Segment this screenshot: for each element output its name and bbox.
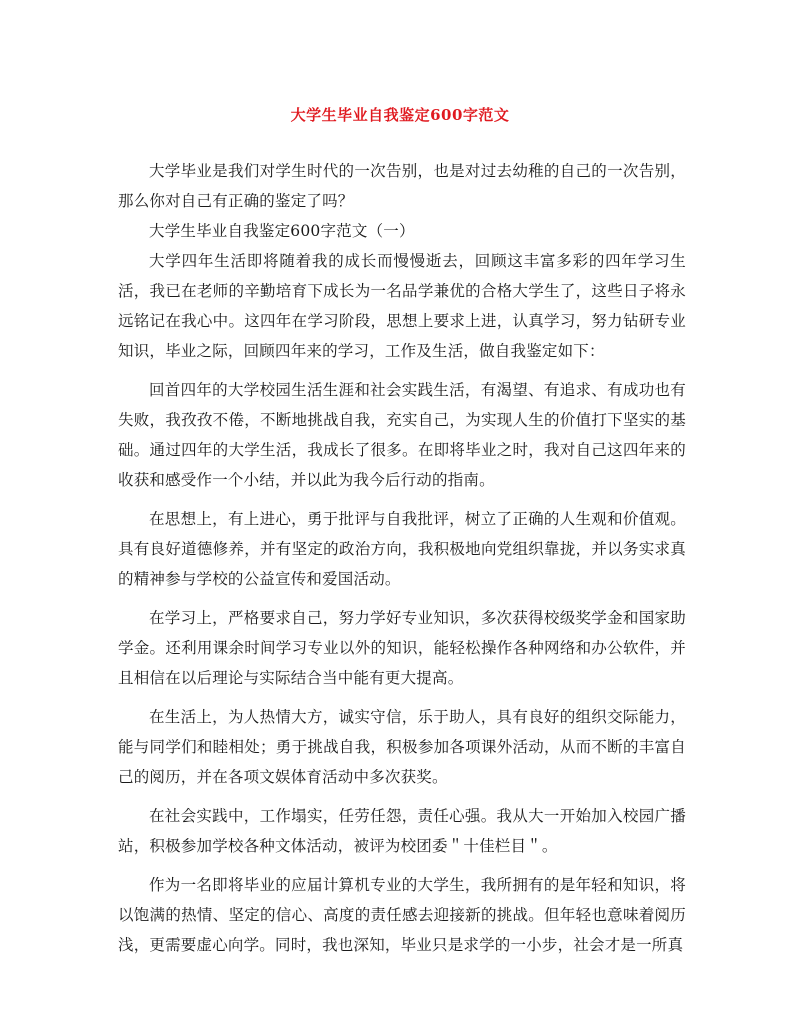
paragraph-study: 在学习上，严格要求自己，努力学好专业知识，多次获得校级奖学金和国家助学金。还利用课余时间学习专业以外的知识，能轻松操作各种网络和办公软件，并且相信在以后理论与实际结合当中能有更大提高。 bbox=[118, 609, 686, 687]
paragraph-future: 作为一名即将毕业的应届计算机专业的大学生，我所拥有的是年轻和知识，将以饱满的热情、坚定的信心、高度的责任感去迎接新的挑战。但年轻也意味着阅历浅，更需要虚心向学。同时，我也深知，毕业只是求学的一小步，社会才是一所真 bbox=[118, 876, 686, 954]
paragraph-review: 回首四年的大学校园生活生涯和社会实践生活，有渴望、有追求、有成功也有失败，我孜孜不倦，不断地挑战自我，充实自己，为实现人生的价值打下坚实的基础。通过四年的大学生活，我成长了很多。在即将毕业之时，我对自己这四年来的收获和感受作一个小结，并以此为我今后行动的指南。 bbox=[118, 381, 686, 489]
intro-paragraph: 大学毕业是我们对学生时代的一次告别，也是对过去幼稚的自己的一次告别，那么你对自己有正确的鉴定了吗？ bbox=[118, 162, 686, 210]
paragraph-practice: 在社会实践中，工作塌实，任劳任怨，责任心强。我从大一开始加入校园广播站，积极参加学校各种文体活动，被评为校团委＂十佳栏目＂。 bbox=[118, 807, 686, 855]
document-body bbox=[118, 156, 686, 969]
section-heading: 大学生毕业自我鉴定600字范文（一） bbox=[149, 222, 415, 240]
paragraph-life: 在生活上，为人热情大方，诚实守信，乐于助人，具有良好的组织交际能力，能与同学们和睦相处；勇于挑战自我，积极参加各项课外活动，从而不断的丰富自己的阅历，并在各项文娱体育活动中多次获奖。 bbox=[118, 708, 686, 786]
document-title: 大学生毕业自我鉴定600字范文 bbox=[290, 106, 510, 124]
paragraph-opening: 大学四年生活即将随着我的成长而慢慢逝去，回顾这丰富多彩的四年学习生活，我已在老师的辛勤培育下成长为一名品学兼优的合格大学生了，这些日子将永远铭记在我心中。这四年在学习阶段，思想上要求上进，认真学习，努力钻研专业知识，毕业之际，回顾四年来的学习，工作及生活，做自我鉴定如下： bbox=[118, 252, 686, 360]
paragraph-thought: 在思想上，有上进心，勇于批评与自我批评，树立了正确的人生观和价值观。具有良好道德修养，并有坚定的政治方向，我积极地向党组织靠拢，并以务实求真的精神参与学校的公益宣传和爱国活动。 bbox=[118, 510, 686, 588]
